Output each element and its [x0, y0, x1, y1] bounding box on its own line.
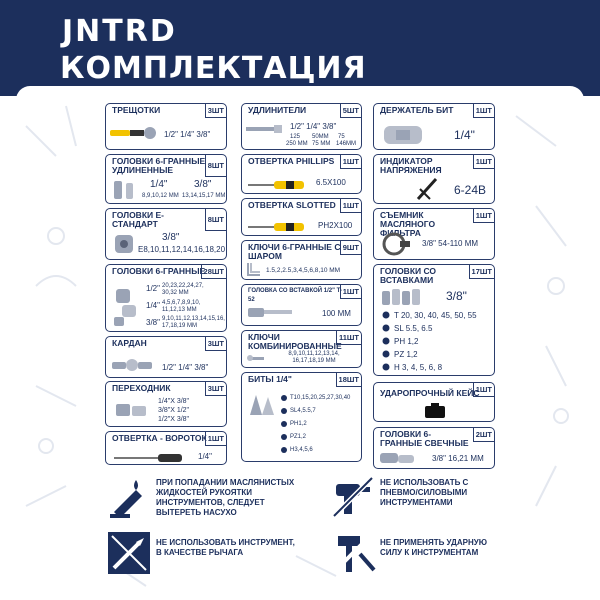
socket-row1-size: 1/2": [146, 284, 160, 293]
oil-filter-wrench-icon: [380, 231, 412, 262]
screwdriver-handle-icon: [114, 450, 184, 468]
insert-socket-size: 3/8": [446, 289, 467, 303]
card-qty: 18ШТ: [336, 373, 361, 387]
e-socket-size: 3/8": [162, 232, 180, 243]
card-qty: 8ШТ: [205, 155, 226, 177]
card-title: КАРДАН: [112, 338, 147, 348]
card-ratchets: [105, 103, 227, 150]
extension-d2: 50ММ: [312, 134, 329, 140]
card-title: ОТВЕРТКА SLOTTED: [248, 200, 336, 210]
card-qty: 1ШТ: [340, 155, 361, 169]
card-title: ОТВЕРТКА - ВОРОТОК: [112, 433, 207, 443]
card-bit-socket: [241, 284, 362, 326]
card-qty: 1ШТ: [340, 285, 361, 299]
case-icon: [424, 403, 446, 424]
no-lever-icon: [106, 530, 152, 576]
card-title: ГОЛОВКИ СО ВСТАВКАМИ: [380, 266, 437, 285]
card-long-sockets: [105, 154, 227, 204]
card-title: ДЕРЖАТЕЛЬ БИТ: [380, 105, 454, 115]
card-slotted: [241, 198, 362, 236]
adapter-line-2: 3/8"Х 1/2": [158, 407, 190, 414]
page-title: КОМПЛЕКТАЦИЯ: [60, 51, 367, 86]
card-phillips: [241, 154, 362, 194]
bits-t-row: T10,15,20,25,27,30,40: [290, 395, 351, 401]
card-qty: 3ШТ: [205, 382, 226, 396]
socket-row2-size: 1/4": [146, 301, 160, 310]
spark-socket-size: 3/8" 16,21 ММ: [432, 454, 484, 463]
insert-h-row: H 3, 4, 5, 6, 8: [394, 363, 443, 372]
no-power-tool-icon: [330, 474, 376, 520]
card-title: КЛЮЧИ КОМБИНИРОВАННЫЕ: [248, 332, 342, 351]
phillips-screwdriver-icon: [248, 177, 308, 195]
card-title: ОТВЕРТКА PHILLIPS: [248, 156, 335, 166]
card-cardan: [105, 336, 227, 378]
card-qty: 8ШТ: [205, 209, 226, 231]
spark-socket-icon: [380, 450, 416, 471]
adapter-icon: [114, 400, 150, 425]
card-driver-handle: [105, 431, 227, 465]
socket-row1-detail: 20,23,22,24,27, 30,32 ММ: [162, 283, 204, 296]
card-sockets: [105, 264, 227, 332]
extension-d1: 125: [290, 134, 301, 140]
insert-sl-row: SL 5.5, 6.5: [394, 324, 433, 333]
card-title: ИНДИКАТОР НАПРЯЖЕНИЯ: [380, 156, 442, 175]
card-combo-wrenches: [241, 330, 362, 368]
socket-row2-detail: 4,5,6,7,8,9,10, 11,12,13 ММ: [162, 300, 201, 313]
long-socket-size-2: 3/8": [194, 179, 212, 190]
card-bits: [241, 372, 362, 462]
card-title: БИТЫ 1/4": [248, 374, 292, 384]
card-qty: 11ШТ: [336, 331, 361, 345]
insert-ph-row: PH 1,2: [394, 337, 419, 346]
bit-socket-size: 100 ММ: [322, 309, 351, 318]
long-socket-icon: [112, 179, 144, 206]
adapter-line-1: 1/4"Х 3/8": [158, 398, 190, 405]
extension-sizes: 1/2" 1/4" 3/8": [290, 122, 337, 131]
card-title: ГОЛОВКИ 6-ГРАННЫЕ УДЛИНЕННЫЕ: [112, 156, 206, 175]
card-title: ГОЛОВКИ 6-ГРАННЫЕ: [112, 266, 206, 276]
card-case: [373, 382, 495, 422]
card-title: ГОЛОВКИ 6-ГРАННЫЕ СВЕЧНЫЕ: [380, 429, 469, 448]
card-title: ПЕРЕХОДНИК: [112, 383, 171, 393]
socket-row3-detail: 9,10,11,12,13,14,15,16, 17,18,19 ММ: [162, 316, 225, 329]
card-title: ГОЛОВКИ Е-СТАНДАРТ: [112, 210, 164, 229]
extension-d3: 75: [338, 134, 345, 140]
card-qty: 2ШТ: [473, 428, 494, 442]
card-qty: 17ШТ: [469, 265, 494, 279]
bit-type-symbols: [280, 394, 288, 461]
card-insert-sockets: [373, 264, 495, 376]
socket-row3-size: 3/8": [146, 318, 160, 327]
hex-key-icon: [246, 261, 262, 282]
card-title: УДЛИНИТЕЛИ: [248, 105, 307, 115]
card-qty: 1ШТ: [473, 209, 494, 223]
no-hammer-icon: [330, 530, 376, 576]
card-qty: 3ШТ: [205, 337, 226, 351]
bits-icon: [248, 393, 278, 422]
card-qty: 3ШТ: [205, 104, 226, 118]
bits-pz-row: PZ1,2: [290, 434, 307, 440]
extension-d6: 146ММ: [336, 141, 357, 147]
oil-filter-size: 3/8" 54-110 ММ: [422, 239, 479, 248]
card-extensions: [241, 103, 362, 150]
adapter-line-3: 1/2"Х 3/8": [158, 416, 190, 423]
card-qty: 1ШТ: [473, 383, 494, 397]
card-qty: 1ШТ: [205, 432, 226, 446]
ratchet-icon: [110, 126, 160, 145]
wrench-icon: [246, 351, 268, 369]
long-socket-detail-1: 8,9,10,12 ММ: [142, 193, 179, 199]
extension-d4: 250 ММ: [286, 141, 308, 147]
slotted-size: PH2Х100: [318, 221, 353, 230]
card-qty: 28ШТ: [201, 265, 226, 279]
hex-key-sizes: 1.5,2,2.5,3,4,5,6,8,10 ММ: [266, 267, 341, 274]
bit-holder-icon: [382, 122, 426, 153]
long-socket-detail-2: 13,14,15,17 ММ: [182, 193, 226, 199]
notice-no-power-tools: НЕ ИСПОЛЬЗОВАТЬ С ПНЕВМО/СИЛОВЫМИ ИНСТРУМЕНТАМИ: [380, 478, 469, 507]
voltage-range: 6-24В: [454, 183, 487, 197]
extension-icon: [246, 122, 282, 140]
extension-d5: 75 ММ: [312, 141, 331, 147]
e-socket-icon: [112, 233, 138, 260]
card-qty: 5ШТ: [340, 104, 361, 118]
slotted-screwdriver-icon: [248, 219, 308, 237]
card-spark-sockets: [373, 427, 495, 469]
brand-logo: JNTRD: [62, 14, 177, 49]
socket-icon: [112, 287, 142, 332]
card-oil-filter: [373, 208, 495, 260]
notice-no-impact: НЕ ПРИМЕНЯТЬ УДАРНУЮ СИЛУ К ИНСТРУМЕНТАМ: [380, 538, 487, 557]
voltage-tester-icon: [416, 177, 438, 206]
notice-no-lever: НЕ ИСПОЛЬЗОВАТЬ ИНСТРУМЕНТ, В КАЧЕСТВЕ РЫЧАГА: [156, 538, 295, 557]
bits-ph-row: PH1,2: [290, 421, 307, 427]
card-qty: 1ШТ: [473, 104, 494, 118]
card-qty: 1ШТ: [473, 155, 494, 169]
e-socket-detail: E8,10,11,12,14,16,18,20: [138, 245, 226, 254]
insert-sockets-icon: [380, 285, 424, 312]
bits-sl-row: SL4,5.5,7: [290, 408, 316, 414]
long-socket-size-1: 1/4": [150, 179, 168, 190]
bit-holder-size: 1/4": [454, 128, 475, 142]
insert-type-symbols: [382, 311, 390, 376]
card-title: ТРЕЩОТКИ: [112, 105, 161, 115]
cardan-icon: [112, 357, 152, 378]
card-title: КЛЮЧИ 6-ГРАННЫЕ С ШАРОМ: [248, 242, 341, 261]
card-adapter: [105, 381, 227, 427]
card-qty: 9ШТ: [340, 241, 361, 255]
driver-handle-size: 1/4": [198, 452, 212, 461]
cardan-sizes: 1/2" 1/4" 3/8": [162, 363, 209, 372]
oil-wipe-icon: [106, 476, 152, 522]
card-title: ГОЛОВКА СО ВСТАВКОЙ 1/2" T-52: [248, 288, 342, 303]
card-hex-keys: [241, 240, 362, 280]
card-title: УДАРОПРОЧНЫЙ КЕЙС: [380, 388, 480, 398]
bits-h-row: H3,4,5,6: [290, 447, 313, 453]
bit-socket-icon: [248, 305, 294, 324]
insert-t-row: T 20, 30, 40, 45, 50, 55: [394, 311, 477, 320]
ratchet-sizes: 1/2" 1/4" 3/8": [164, 130, 211, 139]
insert-pz-row: PZ 1,2: [394, 350, 418, 359]
phillips-size: 6.5Х100: [316, 178, 346, 187]
card-bit-holder: [373, 103, 495, 150]
notice-wipe-handles: ПРИ ПОПАДАНИИ МАСЛЯНИСТЫХ ЖИДКОСТЕЙ РУКОЯТКИ ИНСТРУМЕНТОВ, СЛЕДУЕТ ВЫТЕРЕТЬ НАСУХО: [156, 478, 295, 517]
combo-wrench-sizes: 8,9,10,11,12,13,14, 16,17,18,19 ММ: [288, 351, 340, 364]
card-voltage: [373, 154, 495, 204]
card-title: СЪЕМНИК МАСЛЯНОГО ФИЛЬТРА: [380, 210, 436, 238]
card-qty: 1ШТ: [340, 199, 361, 213]
card-e-sockets: [105, 208, 227, 260]
